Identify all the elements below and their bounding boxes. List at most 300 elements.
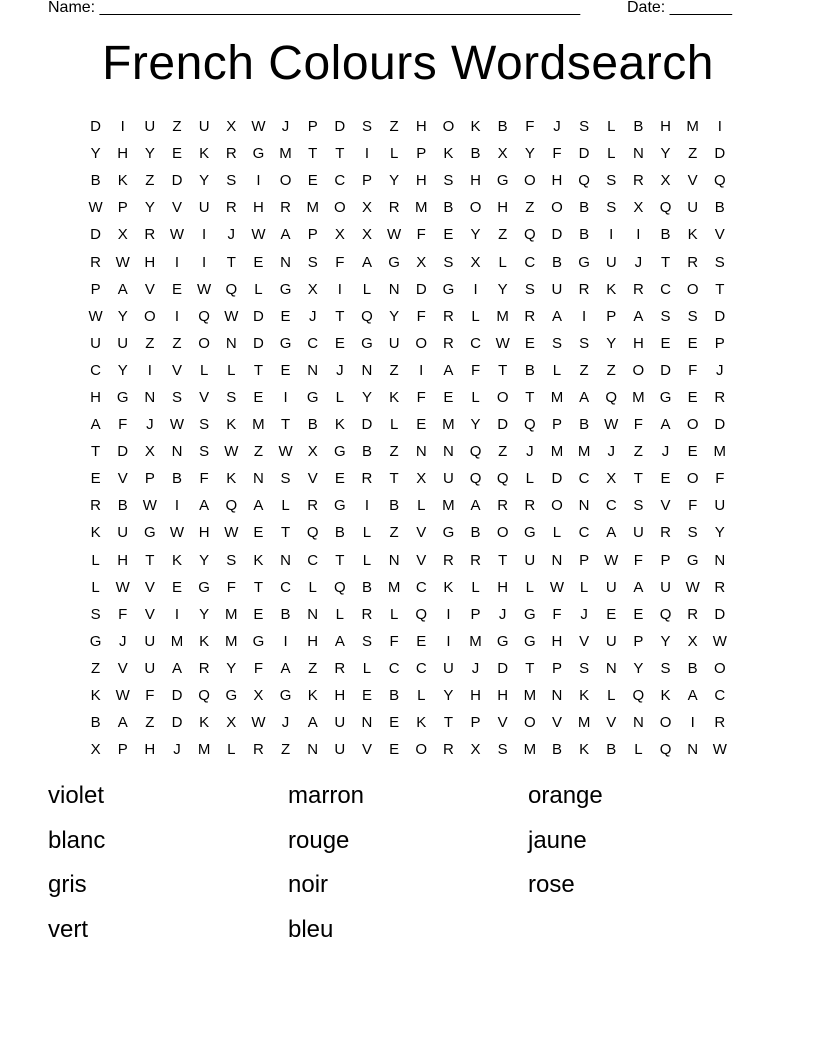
grid-letter: B — [443, 199, 454, 217]
grid-letter: D — [361, 416, 373, 434]
grid-letter: E — [253, 524, 264, 542]
grid-letter: I — [283, 632, 288, 650]
grid-letter: R — [280, 199, 291, 217]
grid-letter: K — [579, 687, 590, 705]
grid-letter: S — [687, 307, 698, 325]
grid-letter: P — [579, 551, 590, 569]
grid-letter: C — [90, 361, 101, 379]
grid-letter: P — [714, 334, 725, 352]
grid-letter: X — [416, 470, 427, 488]
grid-letter: A — [633, 307, 644, 325]
grid-letter: I — [256, 172, 261, 190]
grid-letter: S — [687, 524, 698, 542]
grid-row — [82, 655, 734, 682]
grid-letter: G — [252, 145, 265, 163]
grid-letter: F — [416, 307, 426, 325]
grid-letter: W — [251, 118, 266, 136]
grid-letter: L — [389, 605, 399, 623]
grid-letter: S — [524, 280, 535, 298]
grid-letter: E — [307, 172, 318, 190]
grid-letter: N — [632, 145, 644, 163]
grid-letter: I — [147, 361, 152, 379]
grid-letter: G — [659, 388, 672, 406]
grid-letter: H — [144, 253, 156, 271]
grid-letter: B — [171, 470, 182, 488]
grid-letter: H — [252, 199, 264, 217]
grid-letter: N — [632, 714, 644, 732]
grid-letter: B — [579, 199, 590, 217]
grid-letter: R — [497, 497, 509, 515]
grid-letter: Q — [523, 226, 536, 244]
grid-letter: E — [416, 632, 427, 650]
grid-letter: N — [415, 443, 427, 461]
grid-letter: A — [90, 416, 101, 434]
grid-row — [82, 357, 734, 384]
grid-letter: J — [281, 118, 290, 136]
grid-letter: C — [334, 172, 346, 190]
grid-letter: W — [604, 416, 619, 434]
grid-letter: P — [551, 416, 562, 434]
grid-letter: O — [415, 741, 428, 759]
grid-letter: I — [120, 118, 125, 136]
grid-letter: Q — [334, 578, 346, 596]
grid-letter: S — [633, 497, 644, 515]
grid-letter: F — [688, 497, 698, 515]
grid-letter: K — [687, 226, 698, 244]
grid-letter: Q — [306, 524, 319, 542]
grid-letter: F — [145, 687, 155, 705]
grid-letter: W — [197, 280, 212, 298]
grid-letter: Z — [389, 361, 399, 379]
grid-letter: E — [253, 388, 264, 406]
grid-letter: F — [416, 388, 426, 406]
grid-letter: A — [660, 416, 671, 434]
grid-row — [82, 248, 734, 275]
grid-letter: G — [388, 253, 400, 271]
word-item: jaune — [528, 826, 587, 854]
grid-letter: Q — [496, 470, 509, 488]
grid-letter: V — [497, 714, 508, 732]
grid-letter: A — [334, 632, 345, 650]
grid-letter: E — [524, 334, 535, 352]
grid-letter: N — [307, 741, 319, 759]
grid-letter: N — [252, 470, 264, 488]
grid-letter: W — [142, 497, 157, 515]
grid-letter: P — [633, 632, 644, 650]
grid-letter: K — [226, 416, 237, 434]
grid-letter: E — [687, 388, 698, 406]
grid-letter: U — [117, 334, 129, 352]
grid-letter: Y — [524, 145, 535, 163]
grid-letter: X — [687, 632, 698, 650]
grid-letter: V — [361, 741, 372, 759]
word-item: rouge — [288, 826, 350, 854]
grid-letter: J — [227, 226, 236, 244]
grid-letter: G — [334, 497, 346, 515]
grid-row — [82, 140, 734, 167]
grid-letter: O — [523, 714, 536, 732]
grid-letter: U — [442, 470, 454, 488]
grid-letter: E — [389, 741, 400, 759]
grid-letter: G — [116, 388, 129, 406]
grid-letter: X — [606, 470, 617, 488]
grid-letter: H — [144, 741, 156, 759]
grid-letter: L — [362, 524, 372, 542]
word-item: gris — [48, 871, 87, 898]
grid-letter: I — [582, 307, 587, 325]
grid-letter: G — [306, 388, 319, 406]
grid-letter: R — [361, 470, 373, 488]
grid-letter: Z — [688, 145, 698, 163]
grid-letter: O — [659, 714, 672, 732]
grid-letter: X — [361, 199, 372, 217]
grid-letter: C — [388, 659, 400, 677]
grid-letter: B — [90, 714, 101, 732]
grid-letter: X — [226, 714, 237, 732]
grid-letter: Z — [172, 118, 182, 136]
grid-letter: O — [686, 470, 699, 488]
grid-letter: B — [714, 199, 725, 217]
grid-letter: N — [225, 334, 237, 352]
grid-letter: V — [660, 497, 671, 515]
grid-letter: Q — [225, 280, 238, 298]
grid-letter: Z — [498, 226, 508, 244]
grid-letter: M — [252, 416, 265, 434]
grid-letter: B — [334, 524, 345, 542]
grid-letter: C — [415, 578, 427, 596]
grid-letter: O — [496, 524, 509, 542]
grid-letter: M — [713, 443, 727, 461]
grid-letter: A — [117, 280, 128, 298]
grid-letter: R — [144, 226, 156, 244]
grid-letter: T — [90, 443, 101, 461]
grid-letter: E — [334, 470, 345, 488]
grid-letter: U — [442, 659, 454, 677]
grid-letter: E — [389, 714, 400, 732]
grid-letter: R — [714, 578, 726, 596]
grid-letter: Z — [525, 199, 535, 217]
grid-letter: D — [252, 307, 264, 325]
grid-letter: K — [90, 524, 101, 542]
grid-letter: S — [280, 470, 291, 488]
grid-letter: L — [579, 578, 589, 596]
grid-letter: F — [118, 416, 128, 434]
grid-row — [82, 276, 734, 303]
grid-letter: W — [224, 443, 239, 461]
grid-letter: V — [117, 470, 128, 488]
grid-letter: H — [660, 118, 671, 136]
grid-letter: U — [198, 199, 210, 217]
grid-row — [82, 492, 734, 519]
grid-letter: U — [198, 118, 210, 136]
grid-letter: B — [361, 443, 372, 461]
grid-letter: O — [686, 416, 699, 434]
grid-letter: Y — [90, 145, 101, 163]
grid-letter: O — [144, 307, 156, 325]
grid-letter: D — [171, 687, 183, 705]
grid-letter: H — [117, 551, 129, 569]
grid-letter: X — [470, 741, 481, 759]
grid-letter: S — [226, 551, 237, 569]
grid-letter: Z — [308, 659, 318, 677]
grid-letter: S — [660, 307, 671, 325]
grid-letter: U — [144, 659, 156, 677]
grid-letter: F — [335, 253, 345, 271]
grid-letter: K — [416, 714, 427, 732]
grid-letter: O — [713, 659, 726, 677]
grid-letter: R — [524, 307, 536, 325]
grid-row — [82, 221, 734, 248]
grid-letter: N — [605, 659, 617, 677]
grid-letter: Y — [117, 361, 128, 379]
letter-grid — [82, 113, 734, 763]
grid-letter: S — [171, 388, 182, 406]
grid-letter: X — [90, 741, 101, 759]
grid-letter: L — [525, 578, 534, 596]
grid-letter: B — [470, 145, 481, 163]
grid-letter: T — [715, 280, 725, 298]
grid-letter: U — [605, 632, 617, 650]
grid-letter: E — [171, 145, 182, 163]
word-list — [48, 778, 768, 956]
grid-letter: T — [253, 578, 263, 596]
grid-letter: W — [88, 199, 103, 217]
grid-letter: Y — [443, 687, 454, 705]
grid-letter: S — [307, 253, 318, 271]
grid-letter: L — [362, 280, 372, 298]
grid-letter: D — [660, 361, 671, 379]
grid-letter: C — [307, 334, 319, 352]
grid-letter: J — [634, 253, 643, 271]
grid-letter: H — [307, 632, 319, 650]
grid-letter: Z — [90, 659, 101, 677]
grid-row — [82, 330, 734, 357]
grid-letter: B — [361, 578, 372, 596]
grid-letter: N — [307, 361, 319, 379]
grid-letter: O — [469, 199, 482, 217]
grid-letter: Q — [198, 307, 210, 325]
grid-letter: Y — [470, 416, 481, 434]
grid-letter: S — [199, 443, 210, 461]
grid-letter: F — [633, 551, 643, 569]
grid-letter: L — [362, 659, 372, 677]
grid-letter: X — [633, 199, 644, 217]
grid-letter: R — [714, 714, 726, 732]
grid-letter: I — [283, 388, 288, 406]
grid-letter: X — [334, 226, 345, 244]
grid-row — [82, 303, 734, 330]
grid-letter: W — [169, 524, 185, 542]
grid-letter: Y — [660, 145, 671, 163]
grid-letter: H — [90, 388, 101, 406]
grid-letter: I — [174, 253, 180, 271]
grid-letter: E — [687, 334, 698, 352]
grid-letter: G — [279, 280, 292, 298]
grid-letter: R — [442, 551, 454, 569]
grid-letter: B — [660, 226, 671, 244]
grid-letter: K — [334, 416, 345, 434]
grid-letter: A — [117, 714, 128, 732]
grid-letter: K — [199, 632, 210, 650]
grid-letter: Y — [497, 280, 508, 298]
grid-letter: C — [660, 280, 671, 298]
grid-row — [82, 384, 734, 411]
grid-letter: L — [199, 361, 209, 379]
grid-letter: Q — [415, 605, 428, 623]
grid-letter: S — [90, 605, 101, 623]
grid-letter: T — [308, 145, 318, 163]
grid-letter: P — [117, 199, 128, 217]
grid-letter: A — [307, 714, 318, 732]
grid-letter: O — [198, 334, 210, 352]
word-item: vert — [48, 915, 89, 943]
grid-letter: D — [117, 443, 129, 461]
grid-letter: A — [579, 388, 590, 406]
grid-letter: L — [308, 578, 317, 596]
grid-letter: L — [335, 605, 344, 623]
grid-letter: D — [714, 307, 726, 325]
grid-letter: M — [279, 145, 292, 163]
grid-letter: U — [144, 118, 156, 136]
grid-letter: O — [279, 172, 292, 190]
grid-letter: R — [198, 659, 210, 677]
grid-letter: X — [226, 118, 237, 136]
grid-letter: G — [496, 172, 509, 190]
grid-letter: E — [280, 361, 291, 379]
grid-letter: T — [498, 361, 508, 379]
grid-letter: D — [171, 714, 183, 732]
grid-letter: Q — [659, 199, 672, 217]
word-item: violet — [48, 782, 105, 809]
grid-letter: C — [280, 578, 291, 596]
grid-letter: H — [497, 578, 509, 596]
grid-letter: F — [118, 605, 128, 623]
grid-letter: I — [690, 714, 695, 732]
grid-letter: R — [388, 199, 400, 217]
grid-letter: L — [498, 253, 507, 271]
grid-letter: R — [714, 388, 726, 406]
grid-letter: I — [364, 145, 370, 163]
grid-letter: X — [307, 280, 318, 298]
grid-letter: L — [281, 497, 290, 515]
grid-letter: D — [90, 118, 101, 136]
grid-letter: P — [307, 226, 318, 244]
grid-letter: Z — [389, 443, 399, 461]
grid-letter: W — [712, 741, 727, 759]
grid-letter: M — [225, 632, 238, 650]
grid-letter: B — [307, 416, 318, 434]
grid-letter: U — [117, 524, 129, 542]
grid-letter: R — [524, 497, 536, 515]
grid-letter: A — [253, 497, 264, 515]
grid-letter: L — [607, 687, 616, 705]
grid-letter: U — [660, 578, 671, 596]
grid-letter: M — [387, 578, 401, 596]
grid-letter: G — [144, 524, 156, 542]
grid-letter: H — [334, 687, 346, 705]
grid-letter: X — [660, 172, 671, 190]
grid-letter: W — [88, 307, 103, 325]
grid-letter: E — [90, 470, 101, 488]
grid-letter: J — [308, 307, 317, 325]
grid-letter: T — [145, 551, 155, 569]
grid-letter: A — [687, 687, 698, 705]
grid-row — [82, 547, 734, 574]
grid-letter: J — [471, 659, 480, 677]
grid-letter: C — [578, 470, 590, 488]
grid-letter: E — [416, 416, 427, 434]
grid-letter: L — [471, 578, 480, 596]
grid-letter: L — [91, 551, 100, 569]
grid-letter: J — [661, 443, 670, 461]
grid-letter: K — [90, 687, 101, 705]
grid-letter: G — [523, 605, 536, 623]
grid-letter: M — [415, 199, 428, 217]
grid-letter: I — [364, 497, 370, 515]
grid-letter: X — [416, 253, 427, 271]
grid-letter: W — [115, 578, 130, 596]
grid-letter: W — [115, 253, 130, 271]
grid-letter: N — [388, 551, 400, 569]
grid-letter: S — [443, 172, 454, 190]
grid-letter: K — [171, 551, 182, 569]
grid-letter: V — [199, 388, 210, 406]
grid-letter: Y — [144, 199, 155, 217]
grid-letter: R — [90, 253, 101, 271]
grid-letter: L — [552, 524, 562, 542]
grid-letter: U — [605, 253, 617, 271]
grid-letter: W — [495, 334, 510, 352]
grid-letter: E — [443, 388, 454, 406]
grid-letter: R — [470, 551, 481, 569]
grid-row — [82, 682, 734, 709]
grid-letter: T — [633, 470, 643, 488]
grid-letter: J — [526, 443, 534, 461]
grid-letter: D — [551, 470, 563, 488]
grid-letter: W — [169, 226, 185, 244]
grid-letter: V — [714, 226, 725, 244]
grid-letter: B — [687, 659, 698, 677]
grid-letter: W — [115, 687, 130, 705]
grid-letter: R — [361, 605, 373, 623]
grid-letter: P — [606, 307, 617, 325]
grid-letter: M — [577, 714, 591, 732]
grid-letter: E — [687, 443, 698, 461]
grid-letter: A — [280, 659, 291, 677]
grid-letter: T — [253, 361, 263, 379]
grid-letter: I — [174, 497, 180, 515]
grid-row — [82, 709, 734, 736]
grid-letter: K — [307, 687, 318, 705]
grid-letter: Z — [498, 443, 508, 461]
grid-letter: L — [389, 145, 399, 163]
grid-letter: Y — [633, 659, 644, 677]
grid-letter: X — [497, 145, 508, 163]
grid-letter: M — [550, 388, 564, 406]
grid-letter: H — [632, 334, 644, 352]
grid-letter: D — [252, 334, 264, 352]
grid-letter: W — [278, 443, 293, 461]
grid-letter: Q — [632, 687, 645, 705]
grid-letter: U — [632, 524, 644, 542]
grid-letter: V — [117, 659, 128, 677]
grid-letter: N — [361, 714, 373, 732]
grid-letter: I — [609, 226, 614, 244]
grid-letter: Z — [633, 443, 643, 461]
grid-letter: P — [416, 145, 427, 163]
grid-letter: K — [199, 714, 210, 732]
grid-letter: L — [607, 145, 616, 163]
